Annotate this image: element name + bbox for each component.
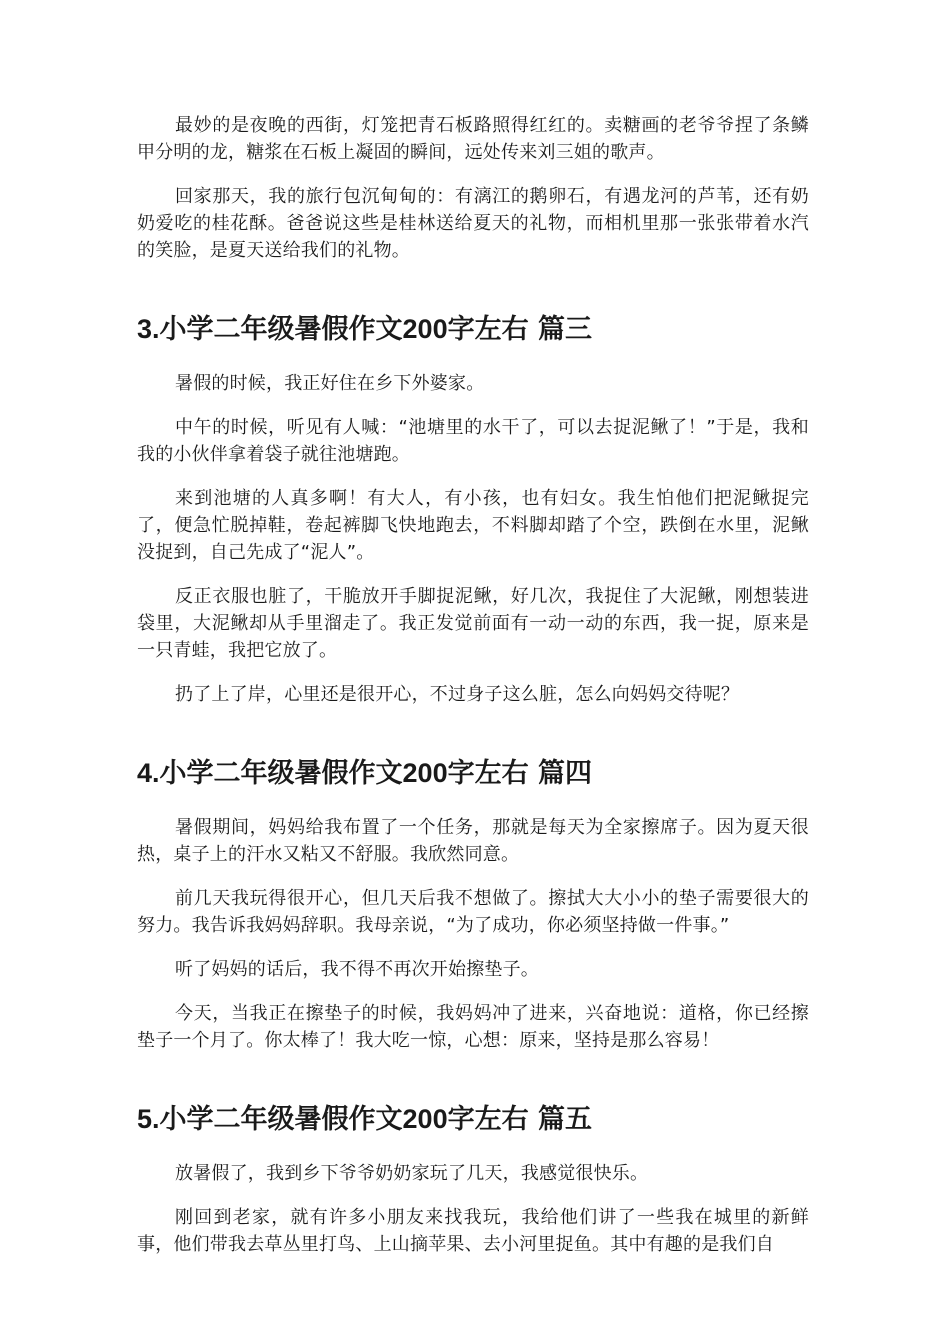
- section-5-title-b: 字左右 篇五: [447, 1104, 592, 1135]
- section-3-paragraph-4: 反正衣服也脏了，干脆放开手脚捉泥鳅，好几次，我捉住了大泥鳅，刚想装进袋里，大泥鳅却从手里溜走了。我正发觉前面有一动一动的东西，我一捉，原来是一只青蛙，我把它放了。: [137, 586, 809, 661]
- section-3-paragraph-2: 中午的时候，听见有人喊：“池塘里的水干了，可以去捉泥鳅了！”于是，我和我的小伙伴拿着袋子就往池塘跑。: [137, 417, 809, 465]
- section-4-paragraph-2: 前几天我玩得很开心，但几天后我不想做了。擦拭大大小小的垫子需要很大的努力。我告诉我妈妈辞职。我母亲说，“为了成功，你必须坚持做一件事。”: [137, 888, 809, 936]
- section-4-heading: [137, 756, 809, 791]
- section-5-paragraph-2: 刚回到老家，就有许多小朋友来找我玩，我给他们讲了一些我在城里的新鲜事，他们带我去草丛里打鸟、上山摘苹果、去小河里捉鱼。其中有趣的是我们自: [137, 1207, 809, 1255]
- section-3-number: 3.: [137, 314, 160, 344]
- section-4-title-b: 字左右 篇四: [447, 758, 592, 789]
- section-3-paragraph-3: 来到池塘的人真多啊！有大人，有小孩，也有妇女。我生怕他们把泥鳅捉完了，便急忙脱掉鞋，卷起裤脚飞快地跑去，不料脚却踏了个空，跌倒在水里，泥鳅没捉到，自己先成了“泥人”。: [137, 488, 809, 563]
- section-5-title-digits: 200: [402, 1104, 448, 1134]
- section-3-paragraph-1: 暑假的时候，我正好住在乡下外婆家。: [175, 373, 485, 394]
- section-4-title-a: 小学二年级暑假作文: [159, 758, 403, 789]
- document-body: [137, 112, 809, 1275]
- section-3-paragraph-5: 扔了上了岸，心里还是很开心，不过身子这么脏，怎么向妈妈交待呢？: [175, 684, 740, 705]
- section-5-title-a: 小学二年级暑假作文: [159, 1104, 403, 1135]
- section-4-paragraph-1: 暑假期间，妈妈给我布置了一个任务，那就是每天为全家擦席子。因为夏天很热，桌子上的汗水又粘又不舒服。我欣然同意。: [137, 817, 809, 865]
- section-4-paragraph-4: 今天，当我正在擦垫子的时候，我妈妈冲了进来，兴奋地说：道格，你已经擦垫子一个月了。你太棒了！我大吃一惊，心想：原来，坚持是那么容易！: [137, 1003, 809, 1051]
- section-3-title-digits: 200: [402, 314, 448, 344]
- section-4-number: 4.: [137, 758, 160, 788]
- section-5-heading: [137, 1102, 809, 1137]
- section-4-title-digits: 200: [402, 758, 448, 788]
- section-5-paragraph-1: 放暑假了，我到乡下爷爷奶奶家玩了几天，我感觉很快乐。: [175, 1163, 649, 1184]
- section-5-number: 5.: [137, 1104, 160, 1134]
- section-3-title-b: 字左右 篇三: [447, 314, 592, 345]
- intro-paragraph-2: 回家那天，我的旅行包沉甸甸的：有漓江的鹅卵石，有遇龙河的芦苇，还有奶奶爱吃的桂花酥。爸爸说这些是桂林送给夏天的礼物，而相机里那一张张带着水汽的笑脸，是夏天送给我们的礼物。: [137, 186, 809, 261]
- section-3-title-a: 小学二年级暑假作文: [159, 314, 403, 345]
- section-4-paragraph-3: 听了妈妈的话后，我不得不再次开始擦垫子。: [175, 959, 539, 980]
- intro-paragraph-1: 最妙的是夜晚的西街，灯笼把青石板路照得红红的。卖糖画的老爷爷捏了条鳞甲分明的龙，糖浆在石板上凝固的瞬间，远处传来刘三姐的歌声。: [137, 115, 809, 163]
- section-3-heading: [137, 312, 809, 347]
